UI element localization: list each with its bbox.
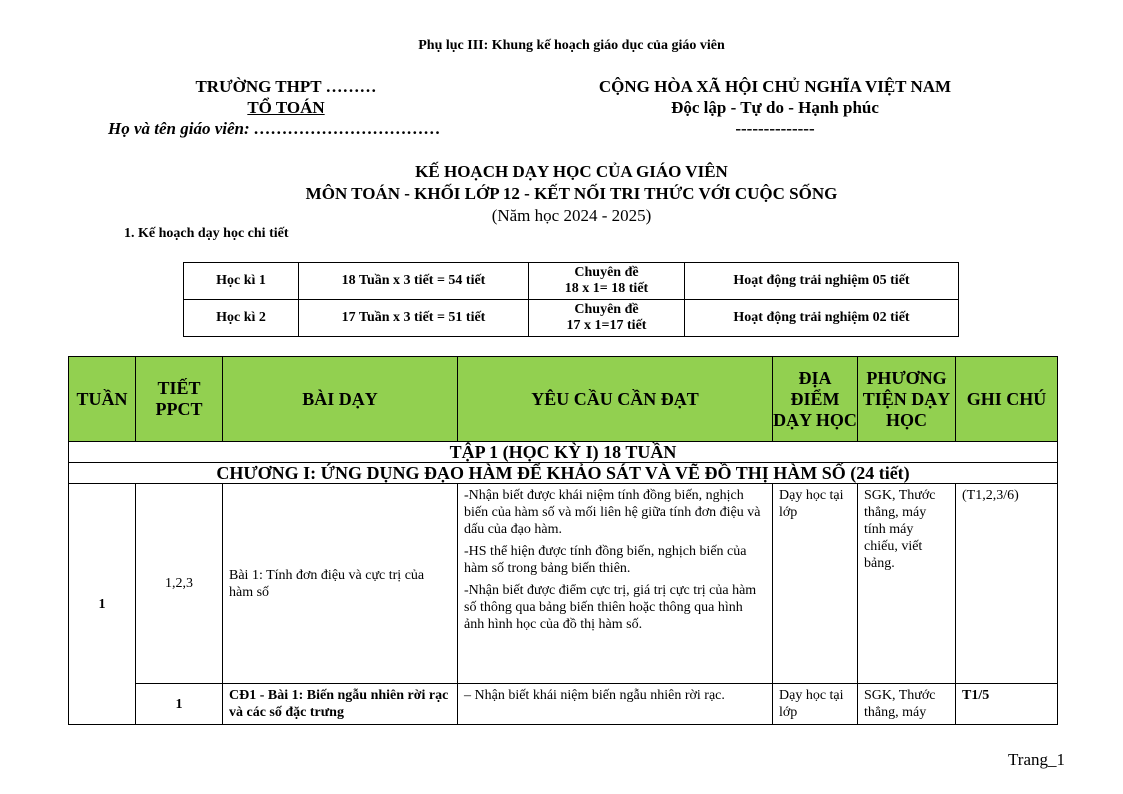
header-separator: -------------- bbox=[735, 119, 815, 138]
teacher-name-field: Họ và tên giáo viên: …………………………… bbox=[108, 119, 441, 138]
semester-row bbox=[184, 263, 959, 300]
semester-periods: 18 Tuần x 3 tiết = 54 tiết bbox=[299, 263, 529, 300]
topic-label: Chuyên đề bbox=[574, 265, 639, 280]
semester-summary-table bbox=[183, 262, 959, 337]
header-notes: GHI CHÚ bbox=[956, 357, 1058, 442]
semester-topic bbox=[529, 300, 685, 337]
lesson-cell: CĐ1 - Bài 1: Biến ngẫu nhiên rời rạc và các số đặc trưng bbox=[223, 684, 458, 725]
school-name: TRƯỜNG THPT ……… bbox=[195, 77, 377, 96]
topic-periods: 18 x 1= 18 tiết bbox=[564, 281, 649, 296]
table-row bbox=[69, 484, 1058, 684]
country-name: CỘNG HÒA XÃ HỘI CHỦ NGHĨA VIỆT NAM bbox=[598, 77, 952, 96]
section-heading: 1. Kế hoạch dạy học chi tiết bbox=[124, 226, 289, 241]
header-location: ĐỊA ĐIỂM DẠY HỌC bbox=[773, 357, 858, 442]
lesson-cell: Bài 1: Tính đơn điệu và cực trị của hàm số bbox=[223, 484, 458, 684]
document-title-block bbox=[0, 161, 1123, 227]
requirements-cell bbox=[458, 484, 773, 684]
requirement-item: -HS thể hiện được tính đồng biến, nghịch biến của hàm số trong bảng biến thiên. bbox=[464, 544, 747, 576]
appendix-title: Phụ lục III: Khung kế hoạch giáo dục của giáo viên bbox=[418, 38, 725, 53]
requirement-item: -Nhận biết được khái niệm tính đồng biến, nghịch biến của hàm số và mối liên hệ giữa tính đơn điệu và dấu của đạo hàm. bbox=[464, 488, 761, 537]
school-year: (Năm học 2024 - 2025) bbox=[491, 206, 652, 225]
header-requirements: YÊU CẦU CẦN ĐẠT bbox=[458, 357, 773, 442]
notes-cell: T1/5 bbox=[956, 684, 1058, 725]
semester-activity: Hoạt động trải nghiệm 02 tiết bbox=[685, 300, 959, 337]
semester-row bbox=[184, 300, 959, 337]
location-cell: Dạy học tại lớp bbox=[773, 484, 858, 684]
lesson-plan-table bbox=[68, 356, 1058, 725]
header-period: TIẾT PPCT bbox=[136, 357, 223, 442]
semester-name: Học kì 1 bbox=[184, 263, 299, 300]
national-motto: Độc lập - Tự do - Hạnh phúc bbox=[671, 98, 879, 117]
school-header bbox=[96, 76, 476, 139]
header-week: TUẦN bbox=[69, 357, 136, 442]
national-header bbox=[560, 76, 990, 139]
period-cell: 1 bbox=[136, 684, 223, 725]
department-name: TỔ TOÁN bbox=[247, 98, 325, 117]
week-cell: 1 bbox=[69, 484, 136, 725]
page-number: Trang_1 bbox=[1008, 750, 1065, 769]
topic-label: Chuyên đề bbox=[574, 302, 639, 317]
header-lesson: BÀI DẠY bbox=[223, 357, 458, 442]
document-title: KẾ HOẠCH DẠY HỌC CỦA GIÁO VIÊN bbox=[415, 162, 728, 181]
requirement-item: – Nhận biết khái niệm biến ngẫu nhiên rời rạc. bbox=[464, 688, 725, 703]
equipment-cell: SGK, Thước thẳng, máy bbox=[858, 684, 956, 725]
requirement-item: -Nhận biết được điểm cực trị, giá trị cực trị của hàm số thông qua bảng biến thiên hoặc thông qua hình ảnh hình học của đồ thị hàm số. bbox=[464, 583, 757, 632]
document-subtitle: MÔN TOÁN - KHỐI LỚP 12 - KẾT NỐI TRI THỨC VỚI CUỘC SỐNG bbox=[305, 184, 838, 203]
table-row bbox=[69, 684, 1058, 725]
equipment-cell: SGK, Thước thẳng, máy tính máy chiếu, viết bảng. bbox=[858, 484, 956, 684]
topic-periods: 17 x 1=17 tiết bbox=[566, 318, 647, 333]
semester-topic bbox=[529, 263, 685, 300]
chapter-title: CHƯƠNG I: ỨNG DỤNG ĐẠO HÀM ĐỂ KHẢO SÁT VÀ VẼ ĐỒ THỊ HÀM SỐ (24 tiết) bbox=[69, 463, 1058, 484]
semester-name: Học kì 2 bbox=[184, 300, 299, 337]
volume-row bbox=[69, 442, 1058, 463]
requirements-cell bbox=[458, 684, 773, 725]
semester-activity: Hoạt động trải nghiệm 05 tiết bbox=[685, 263, 959, 300]
header-equipment: PHƯƠNG TIỆN DẠY HỌC bbox=[858, 357, 956, 442]
volume-title: TẬP 1 (HỌC KỲ I) 18 TUẦN bbox=[69, 442, 1058, 463]
table-header-row bbox=[69, 357, 1058, 442]
semester-periods: 17 Tuần x 3 tiết = 51 tiết bbox=[299, 300, 529, 337]
period-cell: 1,2,3 bbox=[136, 484, 223, 684]
chapter-row bbox=[69, 463, 1058, 484]
notes-cell: (T1,2,3/6) bbox=[956, 484, 1058, 684]
location-cell: Dạy học tại lớp bbox=[773, 684, 858, 725]
